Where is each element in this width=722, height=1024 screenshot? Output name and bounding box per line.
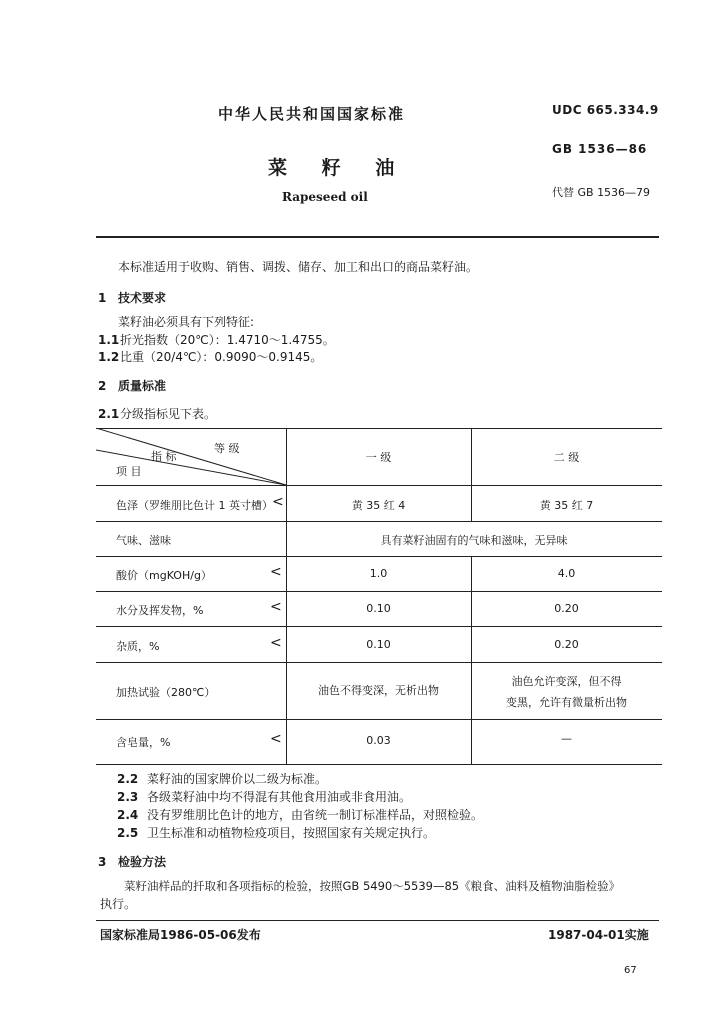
footer-rule xyxy=(96,920,659,921)
grade-2-value: 0.20 xyxy=(554,602,579,615)
table-rule xyxy=(96,719,662,720)
clause-text: 卫生标准和动植物检疫项目，按照国家有关规定执行。 xyxy=(147,826,436,840)
page-number: 67 xyxy=(624,965,637,976)
header-rule xyxy=(96,236,659,238)
grade-1-value: 1.0 xyxy=(369,567,388,580)
grade-1-value: 黄 35 红 4 xyxy=(351,499,406,512)
grade-2-value-line1: 油色允许变深，但不得 xyxy=(511,675,622,688)
grade-2-header: 二 级 xyxy=(553,451,580,464)
section-title: 检验方法 xyxy=(118,855,167,869)
row-label: 杂质，% xyxy=(116,640,160,653)
grade-table xyxy=(96,428,662,765)
issued-date: 国家标准局1986-05-06发布 xyxy=(100,928,261,942)
grade-1-value: 0.10 xyxy=(366,602,391,615)
replaces-standard: 代替 GB 1536—79 xyxy=(552,186,651,199)
clause-number: 2.5 xyxy=(117,826,139,840)
clause-text: 没有罗维朋比色计的地方，由省统一制订标准样品，对照检验。 xyxy=(147,808,484,822)
document-title-english: Rapeseed oil xyxy=(282,190,368,204)
lt-sign: < xyxy=(270,564,282,580)
clause-text: 分级指标见下表。 xyxy=(120,407,217,421)
table-rule xyxy=(96,556,662,557)
standard-org: 中华人民共和国国家标准 xyxy=(218,105,406,123)
section-3-text-line1: 菜籽油样品的扦取和各项指标的检验，按照GB 5490～5539—85《粮食、油料及植物油脂检验》 xyxy=(124,879,621,893)
lt-sign: < xyxy=(270,635,282,651)
grade-1-value: 0.10 xyxy=(366,638,391,651)
clause-text: 菜籽油的国家牌价以二级为标准。 xyxy=(147,772,328,786)
section-number: 3 xyxy=(98,855,107,869)
clause-2-4 xyxy=(117,806,483,823)
row-label: 含皂量，% xyxy=(116,736,171,749)
clause-2-2 xyxy=(117,770,327,787)
section-1-intro: 菜籽油必须具有下列特征: xyxy=(118,315,255,329)
effective-date: 1987-04-01实施 xyxy=(548,928,649,942)
row-label: 色泽（罗维朋比色计 1 英寸槽） xyxy=(116,499,273,512)
grade-2-value: 0.20 xyxy=(554,638,579,651)
merged-value: 具有菜籽油固有的气味和滋味，无异味 xyxy=(380,534,568,547)
table-rule xyxy=(96,662,662,663)
section-number: 2 xyxy=(98,379,107,393)
row-label: 酸价（mgKOH/g） xyxy=(116,569,212,582)
corner-grade-label: 等 级 xyxy=(214,442,240,455)
corner-indicator-label: 指 标 xyxy=(151,450,177,463)
clause-2-1 xyxy=(98,405,216,422)
row-label: 气味、滋味 xyxy=(116,534,171,547)
table-rule xyxy=(96,591,662,592)
clause-2-5 xyxy=(117,824,435,841)
section-title: 质量标准 xyxy=(118,379,167,393)
clause-number: 2.3 xyxy=(117,790,139,804)
clause-2-3 xyxy=(117,788,411,805)
table-rule xyxy=(96,626,662,627)
clause-1-1 xyxy=(98,331,335,348)
section-title: 技术要求 xyxy=(118,291,167,305)
grade-1-value: 0.03 xyxy=(366,734,391,747)
grade-2-value: 黄 35 红 7 xyxy=(539,499,594,512)
section-3-text-line2: 执行。 xyxy=(100,897,137,911)
lt-sign: < xyxy=(272,494,284,510)
udc-code: UDC 665.334.9 xyxy=(552,103,659,117)
row-label: 水分及挥发物，% xyxy=(116,604,204,617)
table-rule xyxy=(96,521,662,522)
section-number: 1 xyxy=(98,291,107,305)
gb-number: GB 1536—86 xyxy=(552,142,648,156)
document-title: 菜 籽 油 xyxy=(268,157,409,179)
grade-2-value: — xyxy=(561,732,572,745)
clause-text: 比重（20/4℃）：0.9090～0.9145。 xyxy=(120,350,323,364)
row-label: 加热试验（280℃） xyxy=(116,686,216,699)
lt-sign: < xyxy=(270,731,282,747)
clause-1-2 xyxy=(98,348,322,365)
clause-number: 2.4 xyxy=(117,808,139,822)
section-3-heading xyxy=(98,853,166,870)
grade-1-header: 一 级 xyxy=(365,451,392,464)
clause-number: 1.1 xyxy=(98,333,120,347)
clause-text: 折光指数（20℃）：1.4710～1.4755。 xyxy=(120,333,335,347)
lt-sign: < xyxy=(270,599,282,615)
scope-text: 本标准适用于收购、销售、调拨、储存、加工和出口的商品菜籽油。 xyxy=(118,260,479,274)
table-border-bottom xyxy=(96,764,662,765)
grade-2-value: 4.0 xyxy=(557,567,576,580)
clause-number: 1.2 xyxy=(98,350,120,364)
clause-number: 2.1 xyxy=(98,407,120,421)
clause-number: 2.2 xyxy=(117,772,139,786)
section-2-heading xyxy=(98,377,166,394)
grade-2-value-line2: 变黑，允许有微量析出物 xyxy=(506,696,627,709)
section-1-heading xyxy=(98,289,166,306)
grade-1-value: 油色不得变深，无析出物 xyxy=(318,684,439,697)
clause-text: 各级菜籽油中均不得混有其他食用油或非食用油。 xyxy=(147,790,412,804)
corner-item-label: 项 目 xyxy=(116,465,142,478)
